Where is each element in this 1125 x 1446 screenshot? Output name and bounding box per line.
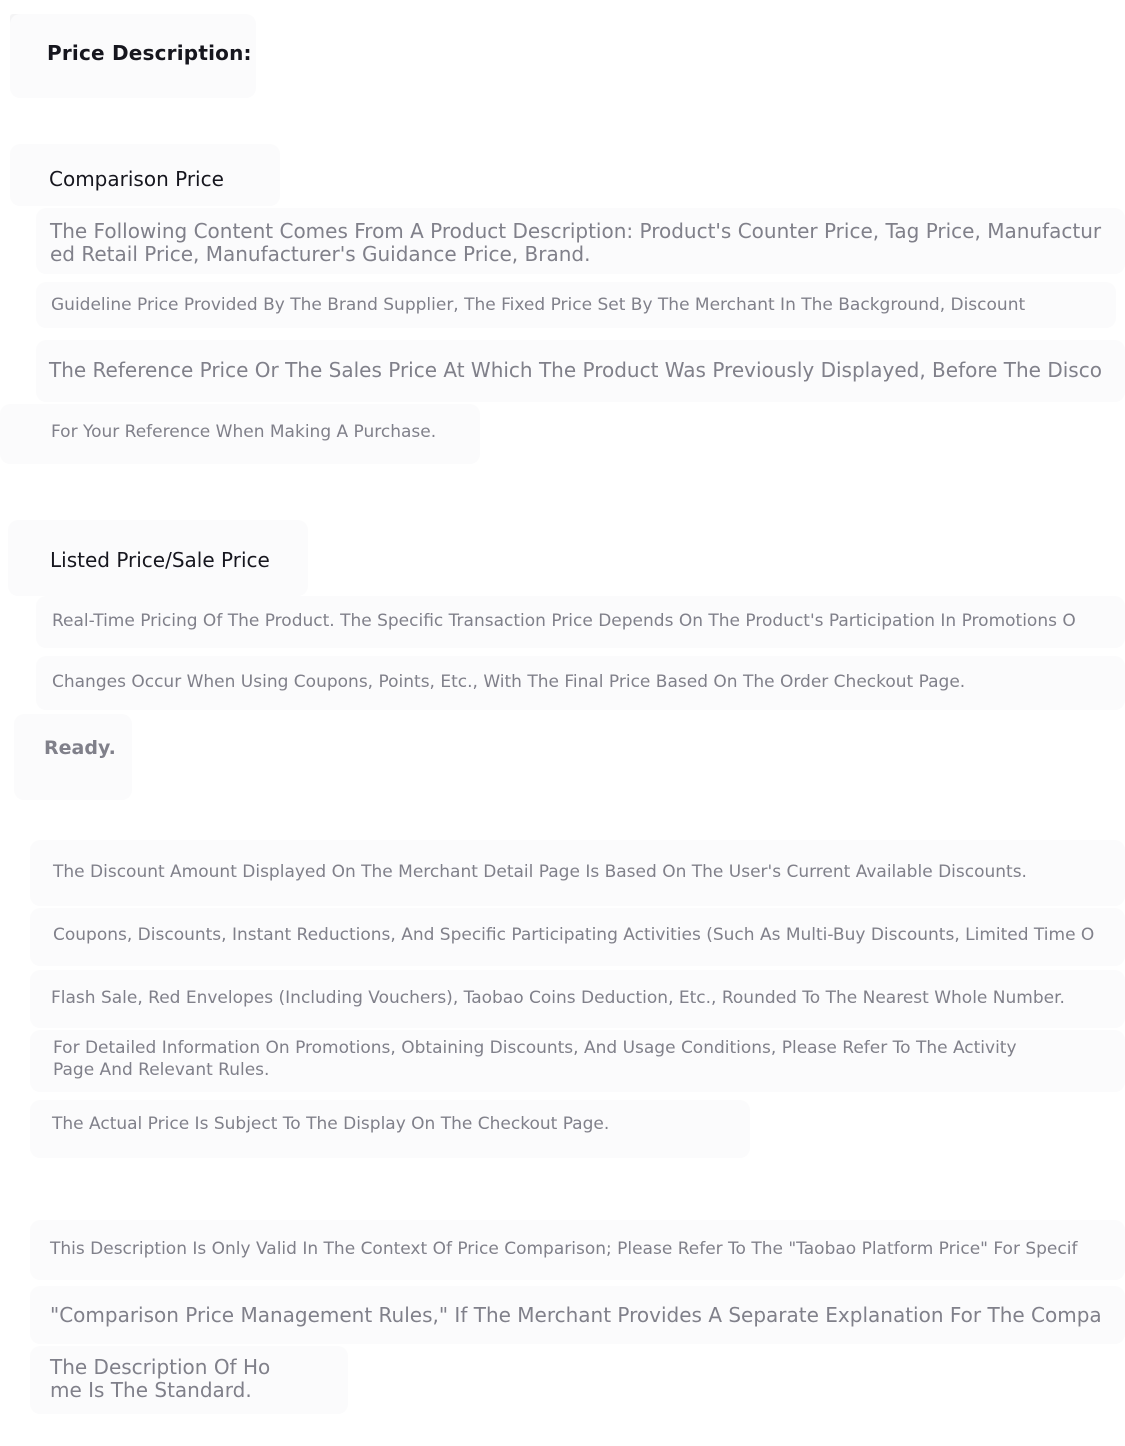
ready-line2: Coupons, Discounts, Instant Reductions, And Specific Participating Activities (Such As Multi-Buy Discounts, Limited Time O <box>53 925 1095 945</box>
footer-line3: The Description Of Ho <box>50 1355 271 1379</box>
listed-line1: Real-Time Pricing Of The Product. The Specific Transaction Price Depends On The Product's Participation In Promotions O <box>52 611 1076 631</box>
comparison-line2: Guideline Price Provided By The Brand Supplier, The Fixed Price Set By The Merchant In The Background, Discount <box>51 295 1026 315</box>
ready-line1: The Discount Amount Displayed On The Merchant Detail Page Is Based On The User's Current Available Discounts. <box>53 862 1027 882</box>
footer-line3-cont: me Is The Standard. <box>50 1378 252 1402</box>
comparison-heading: Comparison Price <box>49 167 224 191</box>
page-title: Price Description: <box>47 41 252 65</box>
ready-line3: Flash Sale, Red Envelopes (Including Vouchers), Taobao Coins Deduction, Etc., Rounded To The Nearest Whole Number. <box>51 988 1065 1008</box>
ready-line4: For Detailed Information On Promotions, Obtaining Discounts, And Usage Conditions, Please Refer To The Activity <box>53 1038 1017 1058</box>
ready-line5: The Actual Price Is Subject To The Display On The Checkout Page. <box>52 1114 610 1134</box>
footer-line1: This Description Is Only Valid In The Context Of Price Comparison; Please Refer To The "Taobao Platform Price" For Specif <box>50 1239 1078 1259</box>
ready-line4-cont: Page And Relevant Rules. <box>53 1060 270 1080</box>
ready-heading: Ready. <box>44 737 116 759</box>
comparison-line3: The Reference Price Or The Sales Price At Which The Product Was Previously Displayed, Before The Disco <box>49 358 1102 382</box>
comparison-line1-cont: ed Retail Price, Manufacturer's Guidance Price, Brand. <box>50 242 591 266</box>
comparison-line4: For Your Reference When Making A Purchase. <box>51 422 437 442</box>
listed-line2: Changes Occur When Using Coupons, Points, Etc., With The Final Price Based On The Order Checkout Page. <box>52 672 966 692</box>
comparison-line1: The Following Content Comes From A Product Description: Product's Counter Price, Tag Price, Manufactur <box>50 219 1102 243</box>
footer-line2: "Comparison Price Management Rules," If The Merchant Provides A Separate Explanation For The Compa <box>50 1303 1102 1327</box>
listed-heading: Listed Price/Sale Price <box>50 548 270 572</box>
